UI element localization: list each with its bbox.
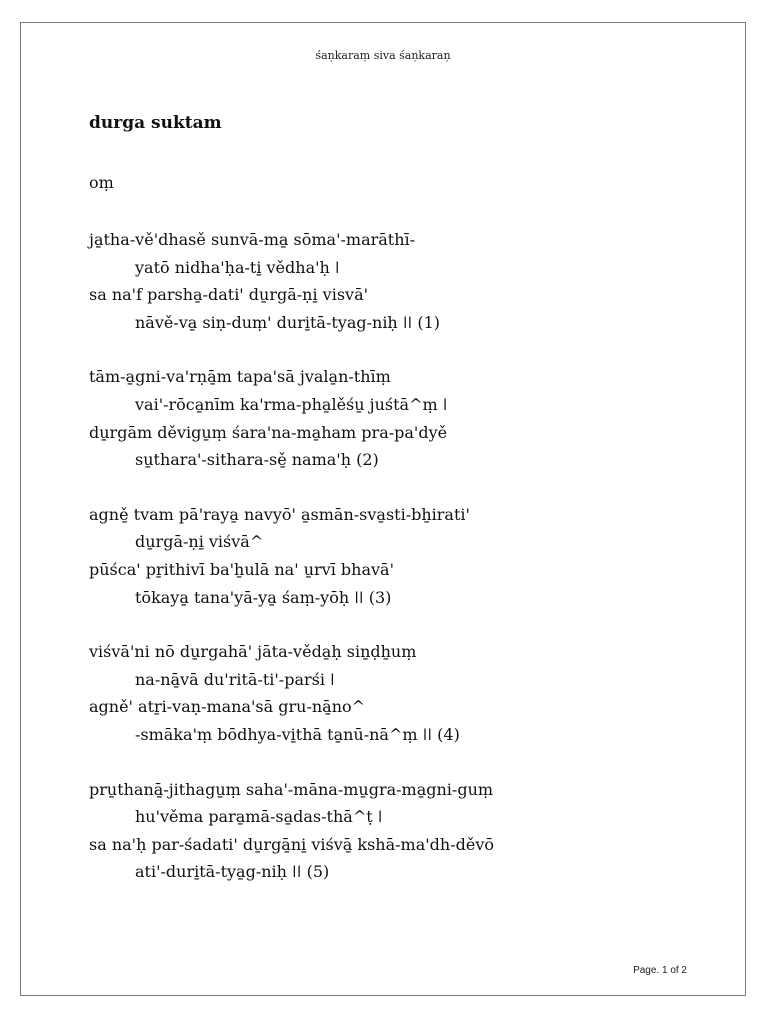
verse-line: su̱thara'-sithara-sě̱ nama'ḥ (2) bbox=[135, 450, 379, 470]
verse-line: viśvā'ni nō du̱rgahā' jāta-věda̱ḥ siṉḍẖuṃ bbox=[89, 642, 417, 662]
verse-line: agně̱ tvam pā'raya̱ navyō' a̱smān-sva̱sti-bẖirati' bbox=[89, 504, 470, 524]
verse-line: agně' atṟi-vaṇ-mana'sā gru-nā̱no^ bbox=[89, 697, 366, 717]
verse-line: yatō nidha'ḥa-ti̱ vědha'ḥ ǀ bbox=[135, 257, 340, 277]
verse-line: sa na'f parsha̱-dati' du̱rgā-ṇi̱ visvā' bbox=[89, 285, 369, 305]
verse-line: pru̱thanā̱-jithagu̱ṃ saha'-māna-mu̱gra-ma̱gni-guṃ bbox=[89, 779, 494, 799]
verse-line: du̱rgā-ṇi̱ viśvā^ bbox=[135, 532, 264, 552]
verse-line: du̱rgām děvigu̱ṃ śara'na-ma̱ham pra-pa'dyě bbox=[89, 422, 448, 442]
verse-4 bbox=[89, 638, 729, 748]
verse-line: vai'-rōca̱nīm ka'rma-pha̱lěśu̱ juśtā^ṃ ǀ bbox=[135, 394, 448, 414]
verse-1 bbox=[89, 226, 729, 336]
page-header: śaṇkaraṃ siva śaṇkaraṇ bbox=[315, 49, 451, 62]
verse-line: pūśca' pṟithivī ba'ẖulā na' u̱rvī bhavā' bbox=[89, 559, 394, 579]
document-page bbox=[20, 22, 746, 996]
verse-line: tōkaya̱ tana'yā-ya̱ śaṃ-yōḥ ǀǀ (3) bbox=[135, 587, 392, 607]
verse-2 bbox=[89, 363, 729, 473]
verse-line: sa na'ḥ par-śadati' du̱rgā̱ni̱ viśvā̱ kshā-ma'dh-děvō bbox=[89, 834, 494, 854]
verse-line: nāvě-va̱ siṇ-duṃ' duri̱tā-tyag-niḥ ǀǀ (1) bbox=[135, 312, 441, 332]
verse-line: hu'věma para̱mā-sa̱das-thā^ṭ ǀ bbox=[135, 807, 383, 827]
verse-line: tām-a̱gni-va'rṇā̱m tapa'sā jvala̱n-thīṃ bbox=[89, 367, 391, 387]
document-title: durga suktam bbox=[89, 113, 222, 133]
verse-line: ja̱tha-vě'dhasě sunvā-ma̱ sōma'-marāthī- bbox=[89, 230, 416, 249]
verse-line: ati'-duri̱tā-tya̱g-niḥ ǀǀ (5) bbox=[135, 862, 330, 882]
verse-list bbox=[89, 226, 729, 913]
invocation-om: oṃ bbox=[89, 173, 114, 192]
verse-line: -smāka'ṃ bōdhya-vi̱thā ta̱nū-nā^ṃ ǀǀ (4) bbox=[135, 724, 460, 744]
page-number: Page. 1 of 2 bbox=[633, 965, 687, 976]
verse-3 bbox=[89, 501, 729, 611]
verse-line: na-nā̱vā du'ritā-ti'-parśi ǀ bbox=[135, 669, 335, 689]
verse-5 bbox=[89, 776, 729, 886]
